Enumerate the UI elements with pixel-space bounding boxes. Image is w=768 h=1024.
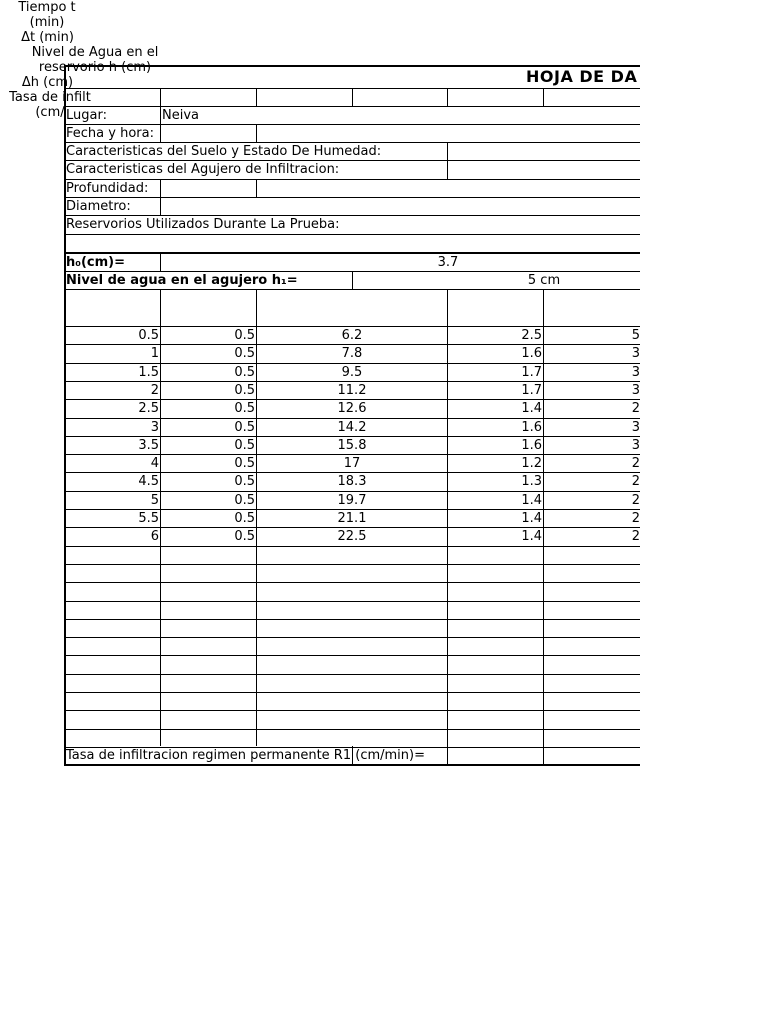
cell-dh[interactable]: 1.4	[521, 401, 542, 417]
cell-h[interactable]: 17	[343, 456, 361, 472]
grid-hline	[64, 692, 640, 693]
cell-h[interactable]: 7.8	[341, 346, 363, 362]
h1-value[interactable]: 5 cm	[527, 273, 561, 288]
grid-vline	[160, 124, 161, 142]
grid-vline	[543, 88, 544, 106]
grid-hline	[64, 546, 640, 547]
grid-vline	[447, 746, 448, 764]
cell-dt[interactable]: 0.5	[234, 346, 255, 362]
cell-t[interactable]: 2	[150, 382, 159, 398]
cell-dh[interactable]: 1.6	[521, 419, 542, 435]
grid-hline	[64, 234, 640, 235]
cell-tasa[interactable]: 2	[631, 511, 640, 526]
grid-hline	[64, 601, 640, 602]
col-header-nivel	[0, 45, 190, 75]
suelo-label: Caracteristicas del Suelo y Estado De Humedad:	[66, 144, 382, 159]
h0-label: h₀(cm)=	[66, 255, 125, 270]
grid-vline	[256, 179, 257, 197]
cell-dt[interactable]: 0.5	[234, 328, 255, 343]
cell-t[interactable]: 4	[150, 456, 159, 472]
grid-vline	[160, 106, 161, 124]
cell-dt[interactable]: 0.5	[234, 529, 255, 545]
grid-hline	[64, 619, 640, 620]
cell-tasa[interactable]: 2	[631, 529, 640, 545]
grid-hline	[64, 637, 640, 638]
cell-tasa[interactable]: 5	[631, 328, 640, 343]
cell-tasa[interactable]: 3	[631, 419, 640, 435]
grid-vline	[160, 179, 161, 197]
grid-hline	[64, 106, 640, 107]
cell-dh[interactable]: 1.2	[521, 456, 542, 472]
grid-vline	[352, 88, 353, 106]
cell-dt[interactable]: 0.5	[234, 401, 255, 417]
grid-vline	[543, 746, 544, 764]
lugar-label: Lugar:	[66, 108, 107, 123]
grid-hline	[64, 655, 640, 656]
grid-hline	[64, 674, 640, 675]
grid-hline	[64, 289, 640, 290]
col-header-nivel-line1: Nivel de Agua en el	[31, 45, 159, 60]
cell-h[interactable]: 21.1	[337, 511, 367, 526]
grid-vline	[256, 124, 257, 142]
cell-h[interactable]: 9.5	[341, 364, 363, 380]
cell-dh[interactable]: 1.4	[521, 492, 542, 508]
cell-dh[interactable]: 1.6	[521, 437, 542, 453]
diametro-label: Diametro:	[66, 199, 131, 214]
cell-h[interactable]: 6.2	[341, 328, 363, 343]
reservorios-label: Reservorios Utilizados Durante La Prueba:	[66, 217, 340, 232]
cell-dh[interactable]: 1.6	[521, 346, 542, 362]
grid-vline	[256, 88, 257, 106]
grid-hline	[64, 582, 640, 583]
h1-label: Nivel de agua en el agujero h₁=	[66, 273, 298, 288]
cell-dh[interactable]: 1.7	[521, 364, 542, 380]
cell-h[interactable]: 19.7	[337, 492, 367, 508]
cell-dt[interactable]: 0.5	[234, 364, 255, 380]
grid-hline	[64, 710, 640, 711]
cell-t[interactable]: 3	[150, 419, 159, 435]
cell-tasa[interactable]: 2	[631, 456, 640, 472]
col-header-tasa-line1: Tasa de infilt	[9, 90, 91, 105]
fecha-label: Fecha y hora:	[66, 126, 154, 141]
grid-hline	[64, 564, 640, 565]
cell-dt[interactable]: 0.5	[234, 419, 255, 435]
cell-t[interactable]: 4.5	[138, 474, 159, 490]
cell-t[interactable]: 1.5	[138, 364, 159, 380]
col-header-tiempo-line2: (min)	[29, 15, 65, 30]
col-header-dh: Δh (cm)	[21, 75, 74, 90]
grid-hline	[64, 729, 640, 730]
cell-t[interactable]: 3.5	[138, 437, 159, 453]
grid-hline	[64, 197, 640, 198]
cell-h[interactable]: 11.2	[337, 382, 367, 398]
cell-tasa[interactable]: 2	[631, 492, 640, 508]
cell-t[interactable]: 6	[150, 529, 159, 545]
cell-t[interactable]: 1	[150, 346, 159, 362]
cell-tasa[interactable]: 3	[631, 382, 640, 398]
footer-label: Tasa de infiltracion regimen permanente R1 (cm/min)=	[66, 748, 425, 763]
cell-tasa[interactable]: 2	[631, 474, 640, 490]
cell-dt[interactable]: 0.5	[234, 437, 255, 453]
cell-dt[interactable]: 0.5	[234, 492, 255, 508]
cell-h[interactable]: 14.2	[337, 419, 367, 435]
agujero-label: Caracteristicas del Agujero de Infiltracion:	[66, 162, 340, 177]
grid-vline	[447, 142, 448, 160]
cell-dh[interactable]: 2.5	[521, 328, 542, 343]
cell-dt[interactable]: 0.5	[234, 456, 255, 472]
grid-vline	[447, 160, 448, 179]
col-header-nivel-line2: reservorio h (cm)	[38, 60, 152, 75]
sheet-title: HOJA DE DA	[526, 67, 638, 86]
cell-dh[interactable]: 1.7	[521, 382, 542, 398]
lugar-value[interactable]: Neiva	[162, 108, 199, 123]
cell-t[interactable]: 0.5	[138, 328, 159, 343]
cell-t[interactable]: 5.5	[138, 511, 159, 526]
grid-hline	[64, 764, 640, 766]
grid-hline	[64, 179, 640, 180]
grid-vline	[160, 88, 161, 106]
grid-vline	[160, 197, 161, 215]
h0-value[interactable]: 3.7	[437, 255, 459, 270]
cell-dh[interactable]: 1.4	[521, 511, 542, 526]
col-header-tasa-line2: (cm/	[35, 105, 65, 120]
cell-h[interactable]: 18.3	[337, 474, 367, 490]
cell-dt[interactable]: 0.5	[234, 382, 255, 398]
col-header-dt: Δt (min)	[21, 30, 74, 45]
cell-dt[interactable]: 0.5	[234, 511, 255, 526]
cell-tasa[interactable]: 2	[631, 401, 640, 417]
cell-h[interactable]: 12.6	[337, 401, 367, 417]
cell-dh[interactable]: 1.4	[521, 529, 542, 545]
cell-t[interactable]: 5	[150, 492, 159, 508]
cell-tasa[interactable]: 3	[631, 346, 640, 362]
cell-tasa[interactable]: 3	[631, 437, 640, 453]
profundidad-label: Profundidad:	[66, 181, 149, 196]
cell-h[interactable]: 22.5	[337, 529, 367, 545]
cell-tasa[interactable]: 3	[631, 364, 640, 380]
cell-dh[interactable]: 1.3	[521, 474, 542, 490]
cell-dt[interactable]: 0.5	[234, 474, 255, 490]
cell-t[interactable]: 2.5	[138, 401, 159, 417]
grid-vline	[447, 88, 448, 106]
cell-h[interactable]: 15.8	[337, 437, 367, 453]
col-header-tiempo	[0, 0, 94, 30]
col-header-tiempo-line1: Tiempo t	[18, 0, 76, 15]
